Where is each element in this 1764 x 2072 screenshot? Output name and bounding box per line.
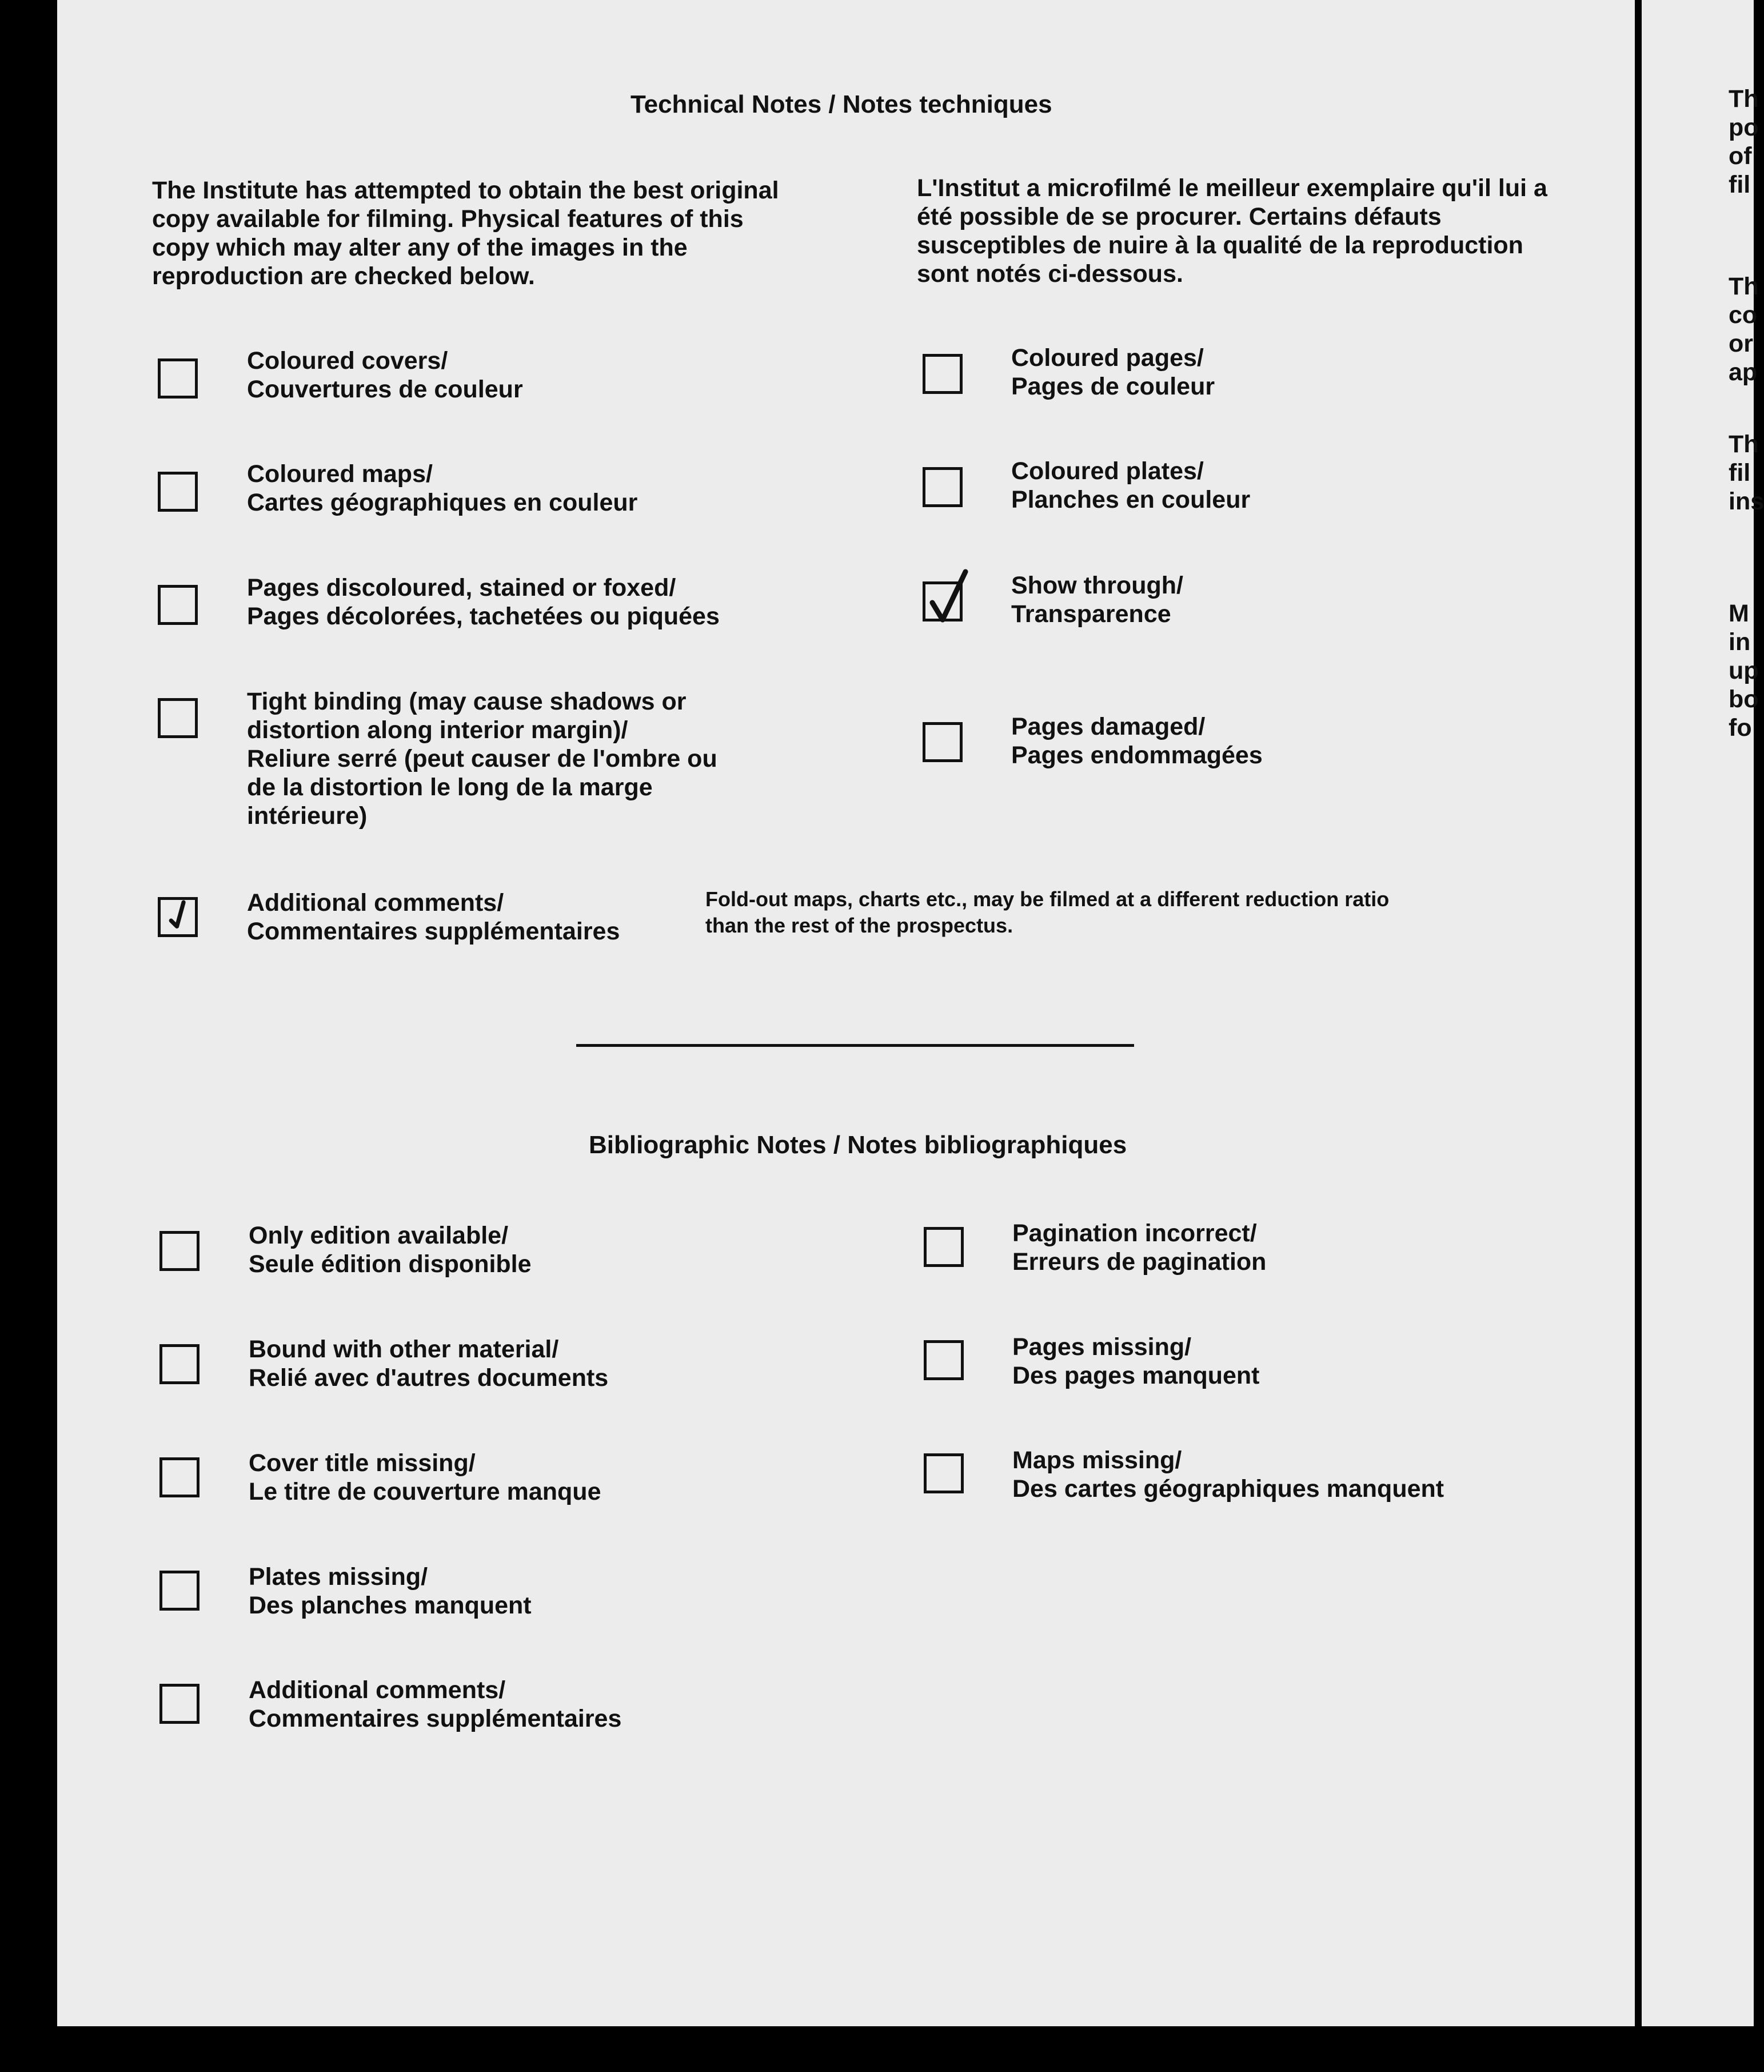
fragment-block: M in up bo fo bbox=[1729, 600, 1759, 742]
coloured-pages-checkbox[interactable] bbox=[923, 354, 963, 394]
plates-missing-label: Plates missing/ Des planches manquent bbox=[249, 1563, 532, 1619]
checkmark-icon bbox=[158, 896, 203, 942]
show-through-label: Show through/ Transparence bbox=[1011, 572, 1183, 628]
technical-additional-comments-label: Additional comments/ Commentaires supplémentaires bbox=[247, 889, 620, 945]
pagination-incorrect-checkbox[interactable] bbox=[924, 1227, 964, 1267]
technical-additional-comments-checkbox[interactable] bbox=[158, 897, 198, 937]
pages-discoloured-checkbox[interactable] bbox=[158, 585, 198, 625]
coloured-covers-checkbox[interactable] bbox=[158, 358, 198, 399]
only-edition-checkbox[interactable] bbox=[159, 1231, 199, 1271]
bound-with-other-checkbox[interactable] bbox=[159, 1344, 199, 1384]
pages-damaged-label: Pages damaged/ Pages endommagées bbox=[1011, 713, 1263, 769]
bibliographic-additional-comments-checkbox[interactable] bbox=[159, 1684, 199, 1724]
bibliographic-additional-comments-label: Additional comments/ Commentaires supplémentaires bbox=[249, 1676, 622, 1732]
pages-missing-label: Pages missing/ Des pages manquent bbox=[1012, 1333, 1260, 1389]
coloured-plates-checkbox[interactable] bbox=[923, 467, 963, 507]
fragment-block: Th co or ap bbox=[1729, 273, 1759, 386]
adjacent-page-fragment bbox=[1642, 0, 1764, 2026]
plates-missing-checkbox[interactable] bbox=[159, 1571, 199, 1611]
bibliographic-notes-heading: Bibliographic Notes / Notes bibliographiques bbox=[589, 1131, 1127, 1159]
cover-title-missing-checkbox[interactable] bbox=[159, 1457, 199, 1497]
technical-notes-heading: Technical Notes / Notes techniques bbox=[630, 90, 1052, 118]
coloured-maps-checkbox[interactable] bbox=[158, 472, 198, 512]
maps-missing-checkbox[interactable] bbox=[924, 1453, 964, 1493]
fragment-block: Th po of fil bbox=[1729, 85, 1759, 198]
coloured-maps-label: Coloured maps/ Cartes géographiques en couleur bbox=[247, 460, 638, 516]
pages-damaged-checkbox[interactable] bbox=[923, 722, 963, 762]
tight-binding-checkbox[interactable] bbox=[158, 698, 198, 738]
maps-missing-label: Maps missing/ Des cartes géographiques manquent bbox=[1012, 1447, 1444, 1503]
technical-intro-en: The Institute has attempted to obtain the best original copy available for filming. Physical features of this copy which may alter any of the images in the reproduction are checked below. bbox=[152, 177, 779, 290]
coloured-covers-label: Coloured covers/ Couvertures de couleur bbox=[247, 347, 523, 403]
document-page bbox=[57, 0, 1635, 2026]
show-through-checkbox[interactable] bbox=[923, 581, 963, 621]
cover-title-missing-label: Cover title missing/ Le titre de couverture manque bbox=[249, 1449, 601, 1505]
additional-comments-text: Fold-out maps, charts etc., may be filmed at a different reduction ratio than the rest of the prospectus. bbox=[705, 887, 1390, 937]
coloured-plates-label: Coloured plates/ Planches en couleur bbox=[1011, 457, 1251, 513]
section-divider bbox=[576, 1044, 1134, 1047]
checkmark-icon bbox=[922, 567, 973, 630]
fragment-block: Th fil ins bbox=[1729, 431, 1764, 515]
pages-discoloured-label: Pages discoloured, stained or foxed/ Pages décolorées, tachetées ou piquées bbox=[247, 574, 720, 630]
only-edition-label: Only edition available/ Seule édition disponible bbox=[249, 1222, 532, 1278]
technical-intro-fr: L'Institut a microfilmé le meilleur exemplaire qu'il lui a été possible de se procurer. Certains défauts susceptibles de nuire à la qualité de la reproduction sont notés ci-dessous. bbox=[917, 174, 1547, 288]
coloured-pages-label: Coloured pages/ Pages de couleur bbox=[1011, 344, 1215, 400]
tight-binding-label: Tight binding (may cause shadows or distortion along interior margin)/ Reliure serré (peut causer de l'ombre ou de la distortion le long de la marge intérieure) bbox=[247, 688, 717, 830]
bound-with-other-label: Bound with other material/ Relié avec d'autres documents bbox=[249, 1336, 609, 1392]
pages-missing-checkbox[interactable] bbox=[924, 1340, 964, 1380]
pagination-incorrect-label: Pagination incorrect/ Erreurs de pagination bbox=[1012, 1220, 1267, 1276]
